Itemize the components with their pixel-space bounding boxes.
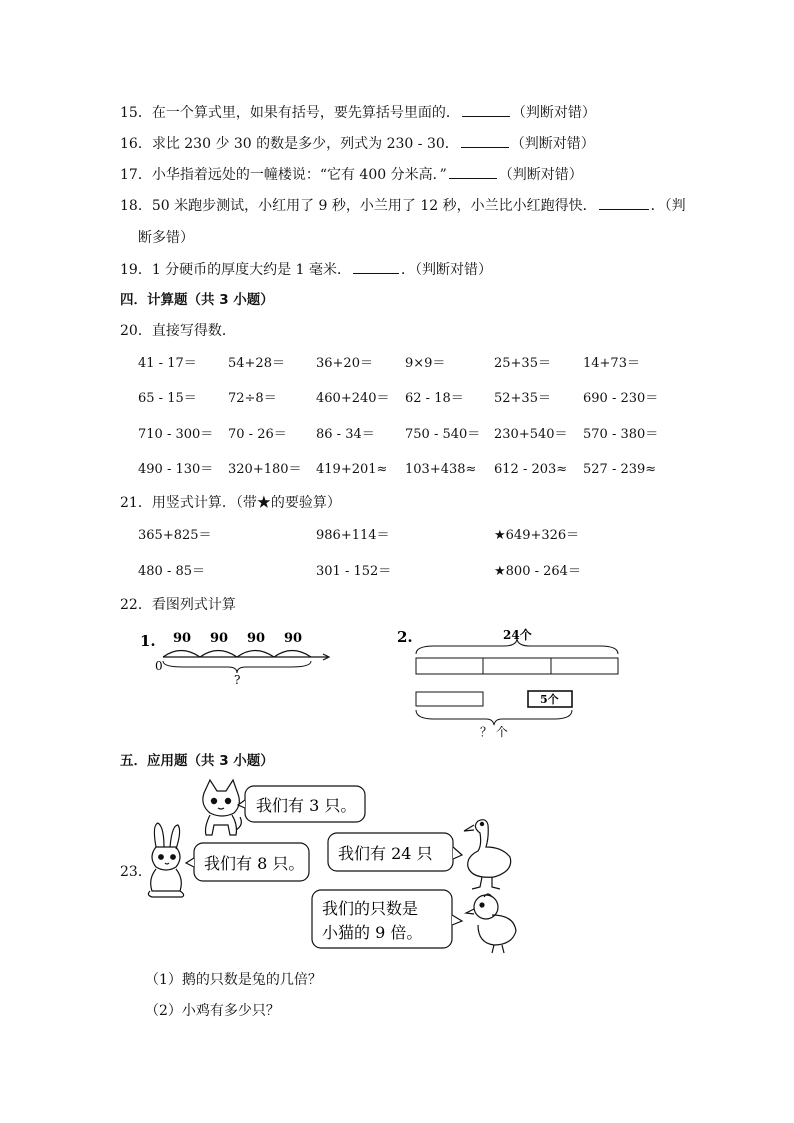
q20-cell: 54+28＝	[228, 356, 285, 371]
q20-cell: 52+35＝	[494, 391, 551, 406]
q21-cell: 301 - 152＝	[316, 564, 392, 579]
question-23-number: 23．	[120, 864, 152, 880]
q20-cell: 9×9＝	[405, 356, 446, 371]
question-23-part-2: （2）小鸡有多少只？	[145, 1003, 280, 1019]
origin-label: 0	[155, 659, 163, 673]
q20-cell: 14+73＝	[583, 356, 640, 371]
q20-cell: 103+438≈	[405, 462, 477, 477]
bottom-brace	[416, 710, 572, 725]
cat-icon	[203, 780, 241, 835]
q20-cell: 419+201≈	[316, 462, 388, 477]
q20-cell: 320+180＝	[228, 462, 302, 477]
section-5-heading: 五．应用题（共 3 小题）	[120, 753, 274, 769]
long-bar	[416, 658, 618, 674]
chick-bubble-text-line2: 小猫的 9 倍。	[322, 923, 423, 942]
figure-2-label: 2.	[397, 628, 413, 646]
jump-value: 90	[173, 631, 192, 646]
q20-cell: 527 - 239≈	[583, 462, 657, 477]
goose-icon	[464, 820, 511, 889]
q20-cell: 65 - 15＝	[138, 391, 197, 406]
q20-cell: 460+240＝	[316, 391, 390, 406]
chick-icon	[466, 894, 516, 953]
answer-blank[interactable]	[462, 103, 510, 117]
q21-cell: ★649+326＝	[494, 528, 580, 543]
question-15: 15．在一个算式里，如果有括号，要先算括号里面的． （判断对错）	[120, 105, 596, 121]
question-16: 16．求比 230 少 30 的数是多少，列式为 230 - 30． （判断对错）	[120, 136, 595, 152]
question-22-title: 22．看图列式计算	[120, 597, 236, 613]
q20-cell: 570 - 380＝	[583, 427, 659, 442]
q20-cell: 62 - 18＝	[405, 391, 464, 406]
q20-cell: 612 - 203≈	[494, 462, 568, 477]
q21-cell: 365+825＝	[138, 528, 212, 543]
part-label: 5个	[540, 693, 559, 706]
question-19: 19．1 分硬币的厚度大约是 1 毫米． ．（判断对错）	[120, 262, 492, 278]
q20-cell: 230+540＝	[494, 427, 568, 442]
jump-value: 90	[284, 631, 303, 646]
total-label: 24个	[503, 628, 532, 642]
cat-bubble-text: 我们有 3 只。	[256, 796, 357, 815]
q20-cell: 36+20＝	[316, 356, 373, 371]
q20-cell: 86 - 34＝	[316, 427, 375, 442]
q23-illustration	[142, 775, 532, 965]
q22-figure-1	[138, 624, 338, 686]
answer-blank[interactable]	[461, 134, 509, 148]
jump-value: 90	[247, 631, 266, 646]
q20-cell: 690 - 230＝	[583, 391, 659, 406]
q22-figure-2	[394, 624, 624, 740]
q21-cell: ★800 - 264＝	[494, 564, 581, 579]
jump-value: 90	[210, 631, 229, 646]
question-label: ？ 个	[480, 725, 508, 739]
jump-arcs	[163, 651, 311, 658]
q20-cell: 490 - 130＝	[138, 462, 214, 477]
q21-cell: 986+114＝	[316, 528, 390, 543]
q20-cell: 710 - 300＝	[138, 427, 214, 442]
short-bar	[416, 692, 483, 706]
question-23-part-1: （1）鹅的只数是兔的几倍？	[145, 972, 322, 988]
rabbit-icon	[148, 823, 183, 897]
answer-blank[interactable]	[353, 260, 399, 274]
answer-blank[interactable]	[449, 165, 497, 179]
q21-cell: 480 - 85＝	[138, 564, 206, 579]
q20-cell: 72÷8＝	[228, 391, 277, 406]
total-brace	[163, 661, 311, 673]
q20-cell: 750 - 540＝	[405, 427, 481, 442]
goose-bubble-text: 我们有 24 只	[338, 844, 433, 863]
q20-cell: 70 - 26＝	[228, 427, 287, 442]
answer-blank[interactable]	[599, 196, 649, 210]
question-18: 18．50 米跑步测试，小红用了 9 秒，小兰用了 12 秒，小兰比小红跑得快． ．（判	[120, 198, 686, 214]
section-4-heading: 四．计算题（共 3 小题）	[120, 292, 274, 308]
figure-1-label: 1.	[140, 632, 156, 650]
q20-cell: 41 - 17＝	[138, 356, 197, 371]
chick-bubble-text-line1: 我们的只数是	[322, 899, 419, 918]
question-18-continued: 断多错）	[138, 230, 194, 246]
q20-cell: 25+35＝	[494, 356, 551, 371]
rabbit-bubble-text: 我们有 8 只。	[204, 854, 305, 873]
question-17: 17．小华指着远处的一幢楼说：“它有 400 分米高．” （判断对错）	[120, 167, 583, 183]
question-21-title: 21．用竖式计算．（带★的要验算）	[120, 495, 341, 511]
question-mark: ?	[234, 673, 241, 686]
question-20-title: 20．直接写得数．	[120, 323, 236, 339]
